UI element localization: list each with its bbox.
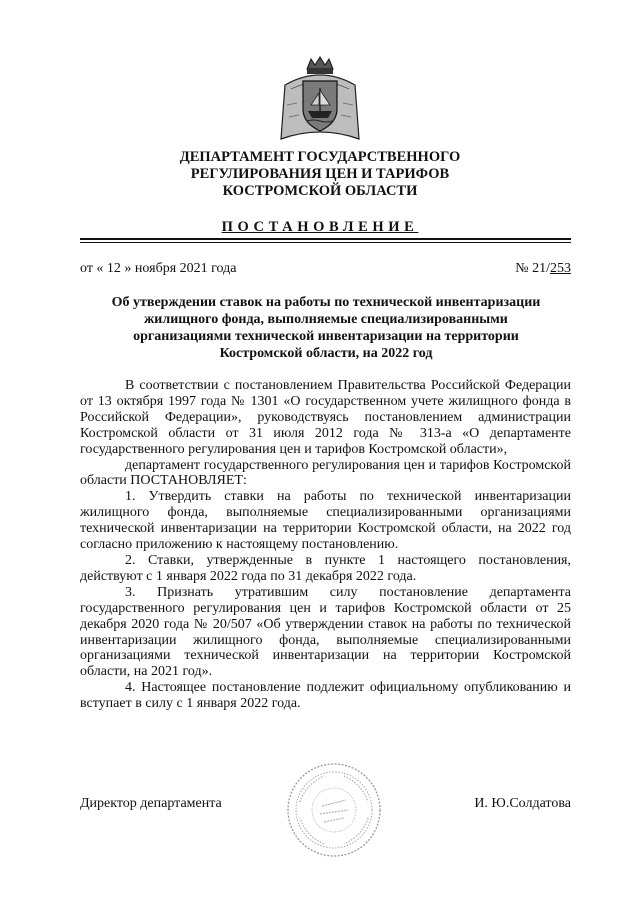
document-number bbox=[515, 260, 571, 277]
org-line-2: РЕГУЛИРОВАНИЯ ЦЕН И ТАРИФОВ bbox=[190, 166, 450, 182]
number-value: 253 bbox=[550, 261, 571, 276]
paragraph-item-3: 3. Признать утратившим силу постановление департамента государственного регулирования цен и тарифов Костромской области от 25 декабря 2020 года № 20/507 «Об утверждении ставок на работы по технической инвентаризации жилищного фонда, выполняемые специализированными организациями технической инвентаризации на территории Костромской области, на 2021 год». bbox=[80, 584, 571, 680]
paragraph-item-2: 2. Ставки, утвержденные в пункте 1 настоящего постановления, действуют с 1 января 2022 года по 31 декабря 2022 года. bbox=[80, 552, 571, 584]
title-line-2: жилищного фонда, выполняемые специализированными bbox=[144, 312, 508, 327]
date-number-line bbox=[80, 260, 571, 277]
org-line-3: КОСТРОМСКОЙ ОБЛАСТИ bbox=[222, 183, 418, 199]
paragraph-preamble: В соответствии с постановлением Правительства Российской Федерации от 13 октября 1997 года № 1301 «О государственном учете жилищного фонда в Российской Федерации», руководствуясь постановлением администрации Костромской области от 31 июля 2012 года № 313-а «О департаменте государственного регулирования цен и тарифов Костромской области», bbox=[80, 378, 571, 457]
document-type: ПОСТАНОВЛЕНИЕ bbox=[221, 219, 419, 235]
title-line-4: Костромской области, на 2022 год bbox=[219, 346, 433, 361]
document-body bbox=[80, 378, 571, 712]
issuing-authority bbox=[80, 149, 560, 200]
signatory-name: И. Ю.Солдатова bbox=[474, 796, 571, 811]
header-rule-thick bbox=[80, 238, 571, 240]
document-title bbox=[86, 294, 566, 362]
paragraph-item-1: 1. Утвердить ставки на работы по технической инвентаризации жилищного фонда, выполняемые специализированными организациями технической инвентаризации на территории Костромской области, на 2022 год согласно приложению к настоящему постановлению. bbox=[80, 489, 571, 553]
title-line-3: организациями технической инвентаризации на территории bbox=[133, 329, 519, 344]
signature-block bbox=[80, 796, 571, 812]
header-rule-thin bbox=[80, 242, 571, 243]
paragraph-resolves: департамент государственного регулирования цен и тарифов Костромской области ПОСТАНОВЛЯЕТ: bbox=[80, 457, 571, 489]
number-prefix: № 21/ bbox=[515, 261, 550, 276]
org-line-1: ДЕПАРТАМЕНТ ГОСУДАРСТВЕННОГО bbox=[179, 149, 461, 165]
document-date: от « 12 » ноября 2021 года bbox=[80, 261, 237, 276]
title-line-1: Об утверждении ставок на работы по технической инвентаризации bbox=[111, 295, 541, 310]
signatory-position: Директор департамента bbox=[80, 796, 222, 811]
coat-of-arms-icon bbox=[277, 55, 363, 143]
paragraph-item-4: 4. Настоящее постановление подлежит официальному опубликованию и вступает в силу с 1 января 2022 года. bbox=[80, 680, 571, 712]
